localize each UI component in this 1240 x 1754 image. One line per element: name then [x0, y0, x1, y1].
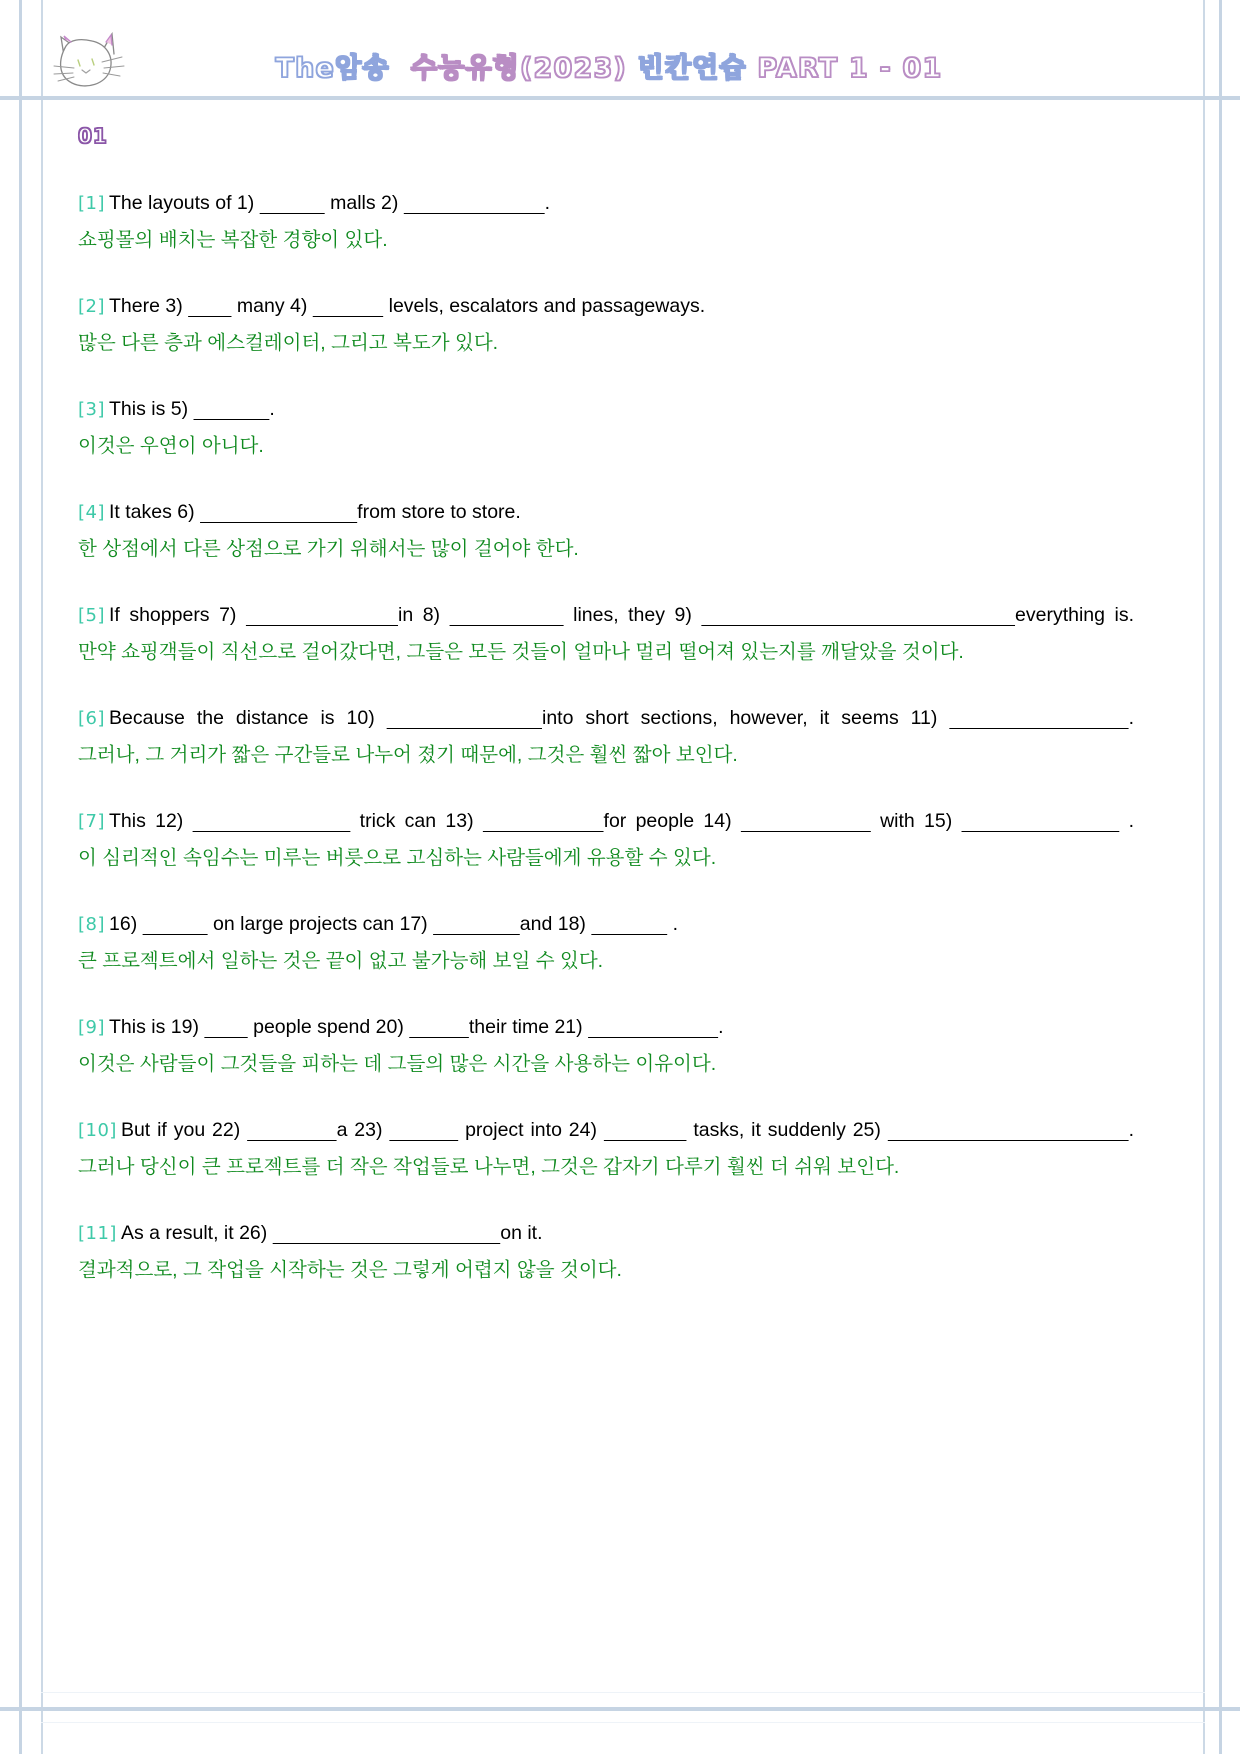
sentence-block [78, 186, 1134, 257]
sentence-text: a 23) [336, 1119, 390, 1141]
sentence-text: with 15) [870, 810, 962, 832]
answer-blank[interactable] [188, 295, 231, 317]
sentence-index: [3] [78, 399, 105, 420]
sentence-english [78, 701, 1134, 736]
answer-blank[interactable] [387, 707, 542, 729]
sentence-block [78, 804, 1134, 875]
sentence-block [78, 495, 1134, 566]
sentence-text: This is 5) [109, 398, 194, 420]
answer-blank[interactable] [409, 1016, 469, 1038]
sentence-block [78, 392, 1134, 463]
answer-blank[interactable] [483, 810, 604, 832]
sentence-english [78, 392, 1134, 427]
sentence-english [78, 598, 1134, 633]
sentence-text: The layouts of 1) [109, 192, 260, 214]
sentence-text: . [1128, 707, 1134, 729]
sentence-korean: 쇼핑몰의 배치는 복잡한 경향이 있다. [78, 229, 388, 251]
sentence-korean: 많은 다른 층과 에스컬레이터, 그리고 복도가 있다. [78, 332, 499, 354]
sentence-text: and 18) [519, 913, 592, 935]
answer-blank[interactable] [701, 604, 1015, 626]
answer-blank[interactable] [193, 810, 351, 832]
sentence-korean: 한 상점에서 다른 상점으로 가기 위해서는 많이 걸어야 한다. [78, 538, 579, 560]
sentence-english [78, 1010, 1134, 1045]
sentence-text: from store to store. [357, 501, 521, 523]
sentence-text: everything is. [1015, 604, 1135, 626]
answer-blank[interactable] [143, 913, 208, 935]
sentence-index: [1] [78, 193, 105, 214]
sentence-text: lines, they 9) [563, 604, 702, 626]
title-segment-part: PART 1 - 01 [757, 53, 943, 84]
sentence-index: [2] [78, 296, 105, 317]
sentence-block [78, 1216, 1134, 1287]
set-number: 01 [78, 124, 108, 148]
answer-blank[interactable] [200, 501, 357, 523]
sentence-english [78, 907, 1134, 942]
sentence-korean: 결과적으로, 그 작업을 시작하는 것은 그렇게 어렵지 않을 것이다. [78, 1259, 622, 1281]
sentence-text: Because the distance is 10) [109, 707, 387, 729]
answer-blank[interactable] [273, 1222, 501, 1244]
sentence-index: [4] [78, 502, 105, 523]
sentence-english [78, 1216, 1134, 1251]
answer-blank[interactable] [194, 398, 270, 420]
page-border-right-outer [1219, 0, 1222, 1754]
sentence-text: on large projects can 17) [207, 913, 434, 935]
sentence-text: This 12) [109, 810, 193, 832]
sentence-text: on it. [500, 1222, 543, 1244]
title-segment-suneung: 수능유형(2023) [410, 53, 627, 84]
sentence-text: many 4) [231, 295, 313, 317]
answer-blank[interactable] [591, 913, 667, 935]
sentence-index: [9] [78, 1017, 105, 1038]
sentence-english [78, 289, 1134, 324]
sentence-list [78, 186, 1134, 1287]
sentence-text: tasks, it suddenly 25) [686, 1119, 888, 1141]
worksheet-content [78, 124, 1134, 1319]
sentence-text: . [544, 192, 551, 214]
sentence-index: [8] [78, 914, 105, 935]
sentence-korean: 이것은 우연이 아니다. [78, 435, 264, 457]
answer-blank[interactable] [246, 604, 398, 626]
page-title [0, 46, 1218, 85]
sentence-text: trick can 13) [350, 810, 483, 832]
sentence-text: levels, escalators and passageways. [383, 295, 706, 317]
sentence-text: There 3) [109, 295, 189, 317]
sentence-english [78, 804, 1134, 839]
footer-divider-rule [0, 1707, 1240, 1711]
sentence-text: . [1119, 810, 1134, 832]
sentence-text: into short sections, however, it seems 11) [541, 707, 950, 729]
answer-blank[interactable] [389, 1119, 458, 1141]
sentence-index: [6] [78, 708, 105, 729]
answer-blank[interactable] [247, 1119, 336, 1141]
sentence-block [78, 907, 1134, 978]
sentence-text: 16) [109, 913, 143, 935]
answer-blank[interactable] [949, 707, 1128, 729]
sentence-text: . [269, 398, 275, 420]
answer-blank[interactable] [433, 913, 520, 935]
page-header [0, 0, 1240, 96]
footer-hairline-bottom [41, 1722, 1205, 1723]
page-border-left-outer [19, 0, 22, 1754]
sentence-block [78, 1113, 1134, 1184]
sentence-block [78, 1010, 1134, 1081]
sentence-korean: 만약 쇼핑객들이 직선으로 걸어갔다면, 그들은 모든 것들이 얼마나 멀리 떨어져 있는지를 깨달았을 것이다. [78, 641, 964, 663]
sentence-index: [10] [78, 1120, 117, 1141]
sentence-text: This is 19) [109, 1016, 205, 1038]
header-divider-rule [0, 96, 1240, 100]
answer-blank[interactable] [888, 1119, 1129, 1141]
sentence-text: It takes 6) [109, 501, 201, 523]
sentence-block [78, 289, 1134, 360]
answer-blank[interactable] [450, 604, 564, 626]
sentence-english [78, 186, 1134, 221]
sentence-text: people spend 20) [247, 1016, 410, 1038]
sentence-text: If shoppers 7) [109, 604, 246, 626]
sentence-text: for people 14) [603, 810, 741, 832]
sentence-index: [5] [78, 605, 105, 626]
sentence-index: [7] [78, 811, 105, 832]
sentence-text: their time 21) [468, 1016, 589, 1038]
answer-blank[interactable] [260, 192, 325, 214]
sentence-block [78, 598, 1134, 669]
sentence-text: project into 24) [458, 1119, 604, 1141]
answer-blank[interactable] [604, 1119, 687, 1141]
sentence-text: But if you 22) [120, 1119, 248, 1141]
page-border-right-inner [1203, 0, 1205, 1754]
title-segment-bingkan: 빈칸연습 [637, 53, 747, 84]
answer-blank[interactable] [313, 295, 383, 317]
sentence-index: [11] [78, 1223, 117, 1244]
sentence-english [78, 495, 1134, 530]
answer-blank[interactable] [588, 1016, 718, 1038]
sentence-text: . [718, 1016, 724, 1038]
sentence-korean: 그러나, 그 거리가 짧은 구간들로 나누어 졌기 때문에, 그것은 훨씬 짧아 보인다. [78, 744, 738, 766]
sentence-text: As a result, it 26) [120, 1222, 273, 1244]
page-border-left-inner [41, 0, 43, 1754]
sentence-korean: 이것은 사람들이 그것들을 피하는 데 그들의 많은 시간을 사용하는 이유이다. [78, 1053, 717, 1075]
answer-blank[interactable] [741, 810, 871, 832]
answer-blank[interactable] [204, 1016, 247, 1038]
answer-blank[interactable] [962, 810, 1120, 832]
sentence-english [78, 1113, 1134, 1148]
answer-blank[interactable] [404, 192, 545, 214]
sentence-korean: 이 심리적인 속임수는 미루는 버릇으로 고심하는 사람들에게 유용할 수 있다. [78, 847, 717, 869]
footer-hairline-top [41, 1692, 1205, 1693]
title-segment-theamsong: The암송 [275, 53, 390, 84]
sentence-korean: 큰 프로젝트에서 일하는 것은 끝이 없고 불가능해 보일 수 있다. [78, 950, 604, 972]
sentence-text: in 8) [398, 604, 450, 626]
sentence-korean: 그러나 당신이 큰 프로젝트를 더 작은 작업들로 나누면, 그것은 갑자기 다루기 훨씬 더 쉬워 보인다. [78, 1156, 900, 1178]
sentence-text: . [667, 913, 679, 935]
sentence-text: malls 2) [324, 192, 404, 214]
sentence-block [78, 701, 1134, 772]
sentence-text: . [1128, 1119, 1135, 1141]
